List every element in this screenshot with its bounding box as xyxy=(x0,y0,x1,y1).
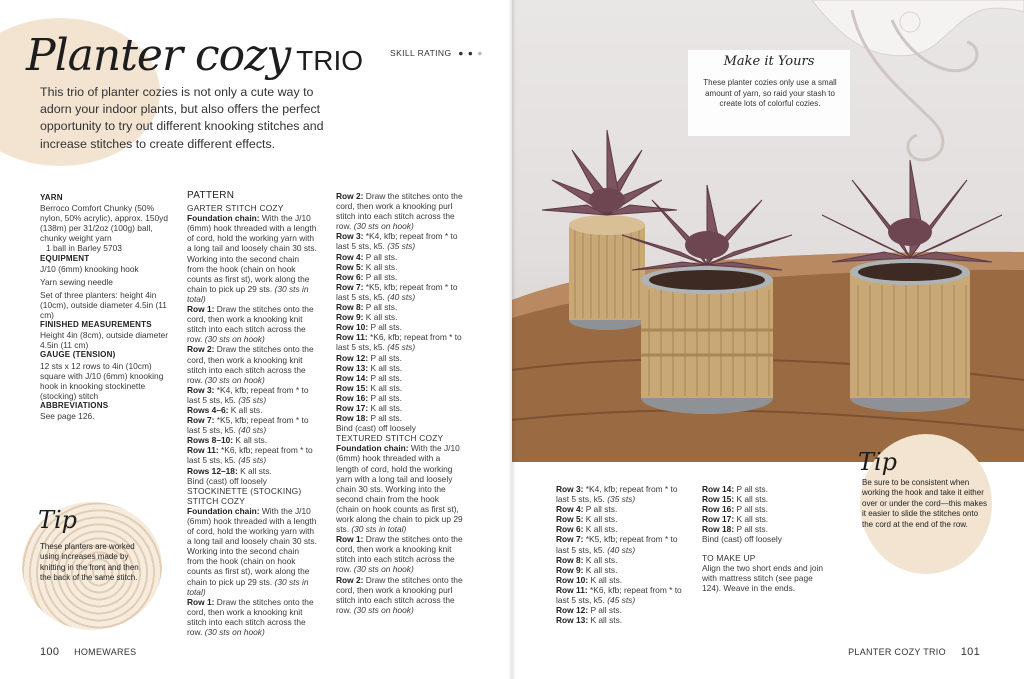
step-text: *K5, kfb; repeat from * to last 5 sts, k5. xyxy=(336,281,458,302)
equipment-item: Set of three planters: height 4in (10cm), outside diameter 4.5in (11 cm) xyxy=(40,289,167,321)
step-label: Row 6: xyxy=(556,524,584,535)
step-text: K all sts. xyxy=(590,574,623,585)
to-make-up-heading: TO MAKE UP xyxy=(702,552,756,563)
step-text: K all sts. xyxy=(736,494,769,505)
step-text: K all sts. xyxy=(585,514,618,525)
step-label: Rows 12–18: xyxy=(187,465,238,476)
step-label: Row 11: xyxy=(336,332,368,343)
step-text: P all sts. xyxy=(370,322,402,333)
step-label: Row 4: xyxy=(336,251,364,262)
step-text: *K4, kfb; repeat from * to last 5 sts, k5. xyxy=(187,384,309,405)
step-label: Row 7: xyxy=(187,415,215,426)
skill-dots-filled: ● ● xyxy=(458,48,474,58)
step-label: Row 5: xyxy=(556,514,584,525)
step-text: K all sts. xyxy=(365,261,398,272)
step-note: (30 sts on hook) xyxy=(353,221,414,232)
step-note: (35 sts) xyxy=(238,394,267,405)
step-note: (30 sts on hook) xyxy=(204,374,265,385)
step-label: Row 16: xyxy=(336,392,369,403)
step-text: *K4, kfb; repeat from * to last 5 sts, k5. xyxy=(556,484,678,505)
equipment-item: J/10 (6mm) knooking hook xyxy=(40,263,139,274)
step-note: (30 sts on hook) xyxy=(204,334,265,345)
textured-heading: TEXTURED STITCH COZY xyxy=(336,433,444,444)
textured-rows-column-2 xyxy=(702,484,830,593)
step-text: *K5, kfb; repeat from * to last 5 sts, k5. xyxy=(187,415,309,436)
step-label: Rows 8–10: xyxy=(187,435,234,446)
step-label: Row 13: xyxy=(336,362,369,373)
step-label: Row 9: xyxy=(336,312,364,323)
tip-text: Be sure to be consistent when working the hook and take it either over or under the cord—this makes it easier to slide the stitches onto the cord at the end of the row. xyxy=(862,478,987,529)
step-text: With the J/10 (6mm) hook threaded with a length of cord, hold the working yarn with a long tail and loosely chain 30 sts. Working into the second chain from the hook (chain on hook counts as first st), work along the chain to pick up 29 sts. xyxy=(336,443,463,535)
step-label: Row 5: xyxy=(336,261,364,272)
step-text: *K6, kfb; repeat from * to last 5 sts, k5. xyxy=(556,584,682,606)
step-label: Row 2: xyxy=(336,191,364,201)
step-note: (30 sts on hook) xyxy=(204,627,265,638)
make-it-yours-text: These planter cozies only use a small amount of yarn, so raid your stash to create lots of colorful cozies. xyxy=(703,78,837,108)
step-text: *K6, kfb; repeat from * to last 5 sts, k5. xyxy=(336,332,462,353)
step-label: Row 3: xyxy=(336,231,364,242)
step-note: (30 sts in total) xyxy=(187,283,309,304)
step-label: Row 17: xyxy=(336,402,369,413)
step-text: With the J/10 (6mm) hook threaded with a length of cord, hold the working yarn with a long tail and loosely chain 30 sts. Working into the second chain from the hook (chain on hook counts as first st), work along the chain to pick up 29 sts. xyxy=(187,505,317,587)
materials-column xyxy=(40,193,176,421)
step-label: Row 12: xyxy=(556,605,589,616)
skill-rating xyxy=(390,48,483,58)
equipment-item: Yarn sewing needle xyxy=(40,276,113,287)
step-note: (45 sts) xyxy=(607,595,636,606)
section-label: PLANTER COZY TRIO xyxy=(848,647,946,657)
planter-photo xyxy=(512,0,1024,462)
step-label: Rows 4–6: xyxy=(187,404,229,415)
step-label: Row 10: xyxy=(556,574,589,585)
tip-text: These planters are worked using increases made by knitting in the front and then the back of the same stitch. xyxy=(40,542,139,583)
book-gutter xyxy=(508,0,516,679)
right-page xyxy=(512,0,1024,679)
to-make-up-text: Align the two short ends and join with mattress stitch (see page 124). Weave in the ends. xyxy=(702,562,824,593)
step-label: Row 10: xyxy=(336,322,369,333)
step-text: P all sts. xyxy=(365,302,398,313)
step-text: P all sts. xyxy=(585,504,618,515)
step-label: Row 8: xyxy=(336,302,364,313)
step-label: Row 1: xyxy=(187,596,215,607)
step-text: With the J/10 (6mm) hook threaded with a length of cord, hold the working yarn with a long tail and loosely chain 30 sts. Working into the second chain from the hook (chain on hook counts as first st), work along the chain to pick up 29 sts. xyxy=(187,213,317,294)
step-text: P all sts. xyxy=(370,352,402,363)
step-label: Row 16: xyxy=(702,504,735,515)
step-text: Draw the stitches onto the cord, then work a knooking knit stitch into each stitch across the row. xyxy=(187,344,314,385)
equipment-heading: EQUIPMENT xyxy=(40,253,90,263)
step-label: Row 9: xyxy=(556,564,584,575)
intro-paragraph: This trio of planter cozies is not only a cute way to adorn your indoor plants, but also offers the perfect opportunity to try out different knooking stitches and increase stitches to create different effects. xyxy=(40,85,324,151)
step-label: Row 11: xyxy=(187,445,219,456)
step-label: Row 2: xyxy=(187,344,215,355)
bind-off: Bind (cast) off loosely xyxy=(702,534,782,545)
skill-dot-empty: ● xyxy=(477,48,484,58)
step-text: Draw the stitches onto the cord, then work a knooking knit stitch into each stitch across the row. xyxy=(187,596,314,638)
step-text: K all sts. xyxy=(585,564,618,575)
step-text: K all sts. xyxy=(585,524,618,535)
step-label: Row 18: xyxy=(336,413,369,424)
tip-title: Tip xyxy=(38,506,78,534)
step-text: P all sts. xyxy=(365,271,398,282)
step-text: P all sts. xyxy=(736,484,768,494)
finished-text: Height 4in (8cm), outside diameter 4.5in (11 cm) xyxy=(40,330,169,351)
step-note: (30 sts on hook) xyxy=(353,564,414,575)
step-text: K all sts. xyxy=(370,362,403,373)
pattern-column xyxy=(187,191,317,637)
tip-title: Tip xyxy=(858,448,898,476)
step-label: Row 12: xyxy=(336,352,369,363)
step-text: P all sts. xyxy=(370,392,402,403)
step-label: Row 3: xyxy=(556,484,584,494)
step-note: (35 sts) xyxy=(607,494,636,505)
title-script: Planter cozy xyxy=(26,30,291,81)
step-label: Row 13: xyxy=(556,615,589,626)
bind-off: Bind (cast) off loosely xyxy=(336,423,416,434)
finished-heading: FINISHED MEASUREMENTS xyxy=(40,320,152,330)
skill-rating-label: SKILL RATING xyxy=(390,48,452,58)
step-label: Row 8: xyxy=(556,554,584,565)
step-note: (40 sts) xyxy=(607,544,636,555)
step-label: Row 14: xyxy=(702,484,735,494)
pattern-heading: PATTERN xyxy=(187,190,235,201)
step-text: P all sts. xyxy=(370,413,402,424)
step-text: P all sts. xyxy=(590,605,622,616)
step-text: P all sts. xyxy=(736,524,768,535)
step-text: K all sts. xyxy=(736,514,769,525)
step-note: (45 sts) xyxy=(387,342,416,353)
stockinette-heading: STOCKINETTE (STOCKING) STITCH COZY xyxy=(187,485,302,506)
step-text: P all sts. xyxy=(365,251,398,262)
step-label: Row 11: xyxy=(556,584,588,595)
step-text: Draw the stitches onto the cord, then work a knooking knit stitch into each stitch across the row. xyxy=(336,534,463,575)
step-label: Row 15: xyxy=(336,382,369,393)
step-label: Row 15: xyxy=(702,494,735,505)
planter-front-middle xyxy=(622,185,792,414)
yarn-heading: YARN xyxy=(40,193,63,202)
step-text: K all sts. xyxy=(230,404,263,415)
step-text: Draw the stitches onto the cord, then work a knooking knit stitch into each stitch across the row. xyxy=(187,304,314,345)
step-text: P all sts. xyxy=(370,372,402,383)
step-note: (45 sts) xyxy=(238,455,267,466)
step-text: K all sts. xyxy=(365,312,398,323)
make-it-yours-box xyxy=(688,50,850,136)
yarn-amount: 1 ball in Barley 5703 xyxy=(46,243,122,254)
step-label: Row 1: xyxy=(187,304,215,315)
step-text: K all sts. xyxy=(370,402,403,413)
make-it-yours-title: Make it Yours xyxy=(723,54,815,69)
step-label: Row 1: xyxy=(336,534,364,545)
yarn-text: Berroco Comfort Chunky (50% nylon, 50% acrylic), approx. 150yd (138m) per 31/2oz (100g) ball, chunky weight yarn xyxy=(40,203,169,244)
step-label: Foundation chain: xyxy=(187,213,260,224)
step-label: Row 14: xyxy=(336,372,369,383)
step-text: K all sts. xyxy=(590,615,623,626)
step-note: (30 sts on hook) xyxy=(353,604,414,615)
step-note: (30 sts in total) xyxy=(351,524,407,535)
step-note: (30 sts in total) xyxy=(187,576,309,597)
step-text: K all sts. xyxy=(240,465,272,476)
step-text: K all sts. xyxy=(235,435,268,446)
step-text: P all sts. xyxy=(736,504,768,515)
pattern-column-continued xyxy=(336,191,464,615)
step-label: Row 2: xyxy=(336,574,364,585)
abbreviations-text: See page 126. xyxy=(40,410,95,421)
step-text: K all sts. xyxy=(585,554,618,565)
step-label: Row 4: xyxy=(556,504,584,515)
page-number: 101 xyxy=(960,646,980,658)
step-label: Row 18: xyxy=(702,524,735,535)
title-caps: TRIO xyxy=(296,45,364,76)
step-text: Draw the stitches onto the cord, then work a knooking purl stitch into each stitch across the row. xyxy=(336,574,463,615)
step-note: (40 sts) xyxy=(387,291,416,302)
abbreviations-heading: ABBREVIATIONS xyxy=(40,400,109,410)
folio-right xyxy=(848,646,980,658)
step-label: Row 7: xyxy=(336,281,364,292)
gauge-heading: GAUGE (TENSION) xyxy=(40,350,116,360)
step-label: Row 3: xyxy=(187,384,215,395)
step-note: (35 sts) xyxy=(387,241,416,252)
step-label: Row 17: xyxy=(702,514,735,525)
step-text: *K6, kfb; repeat from * to last 5 sts, k5. xyxy=(187,445,313,466)
page-number: 100 xyxy=(40,646,60,658)
step-label: Row 6: xyxy=(336,271,364,282)
textured-rows-column xyxy=(556,484,690,625)
page-title xyxy=(26,30,363,81)
step-label: Foundation chain: xyxy=(336,443,409,454)
section-label: HOMEWARES xyxy=(74,647,137,657)
step-text: *K4, kfb; repeat from * to last 5 sts, k5. xyxy=(336,231,458,252)
step-text: Draw the stitches onto the cord, then work a knooking purl stitch into each stitch across the row. xyxy=(336,191,463,232)
step-label: Row 7: xyxy=(556,534,584,545)
step-text: K all sts. xyxy=(370,382,403,393)
step-label: Foundation chain: xyxy=(187,505,260,516)
step-note: (40 sts) xyxy=(238,425,267,436)
step-text: *K5, kfb; repeat from * to last 5 sts, k5. xyxy=(556,534,678,555)
gauge-text: 12 sts x 12 rows to 4in (10cm) square with J/10 (6mm) knooking hook in knooking stockinette (stocking) stitch xyxy=(40,360,164,401)
garter-heading: GARTER STITCH COZY xyxy=(187,203,284,214)
bind-off: Bind (cast) off loosely xyxy=(187,475,267,486)
folio-left xyxy=(40,646,136,658)
